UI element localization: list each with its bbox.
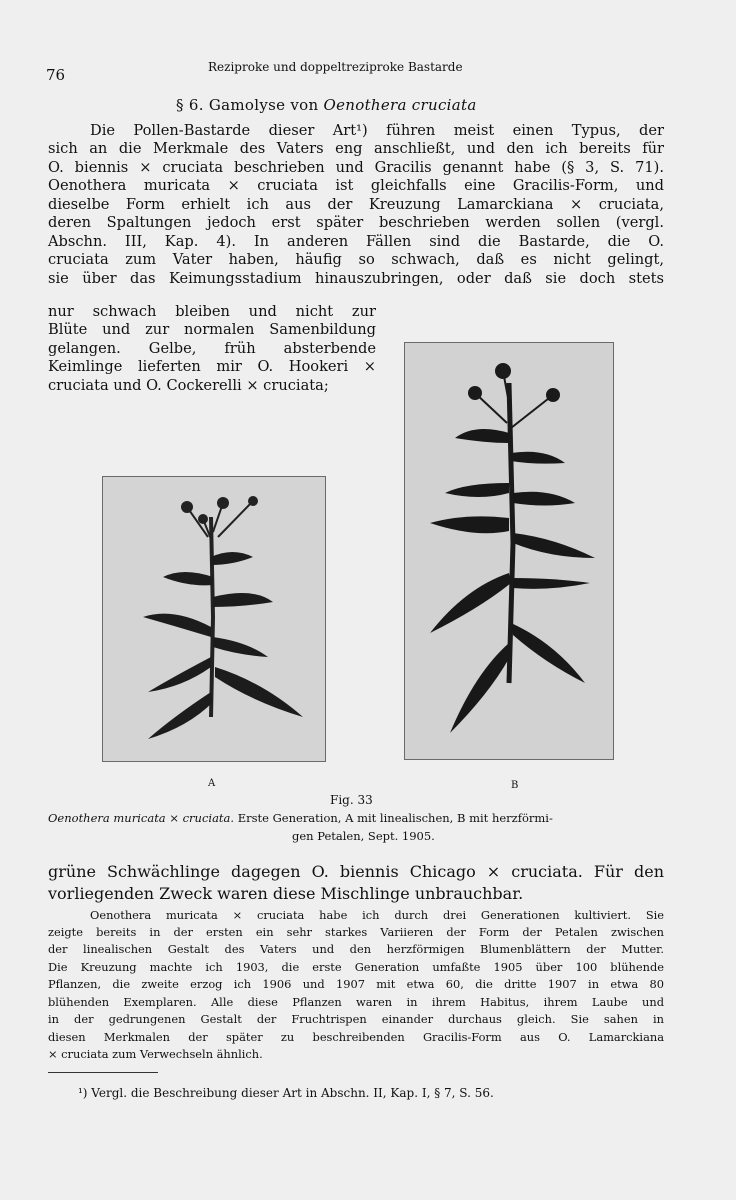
paragraph-line: dieselbe Form erhielt ich aus der Kreuzung Lamarckiana × cruciata, — [48, 196, 664, 213]
small-paragraph-line: Pflanzen, die zweite erzog ich 1906 und 1907 mit etwa 60, die dritte 1907 in etwa 80 — [48, 977, 664, 991]
paragraph-line: Blüte und zur normalen Samenbildung — [48, 321, 376, 338]
plant-b-illustration — [405, 343, 613, 759]
paragraph-line: deren Spaltungen jedoch erst später beschrieben werden sollen (vergl. — [48, 214, 664, 231]
section-title: Gamolyse von — [208, 96, 319, 114]
running-head: Reziproke und doppeltreziproke Bastarde — [208, 60, 463, 74]
paragraph-line: grüne Schwächlinge dagegen O. biennis Chicago × cruciata. Für den — [48, 862, 664, 881]
small-paragraph-line: in der gedrungenen Gestalt der Fruchtrispen einander durchaus gleich. Sie sahen in — [48, 1012, 664, 1026]
paragraph-line: nur schwach bleiben und nicht zur — [48, 303, 376, 320]
paragraph-line: Oenothera muricata × cruciata ist gleichfalls eine Gracilis-Form, und — [48, 177, 664, 194]
figure-caption-line-2: gen Petalen, Sept. 1905. — [292, 829, 435, 843]
footnote: ¹) Vergl. die Beschreibung dieser Art in Abschn. II, Kap. I, § 7, S. 56. — [78, 1086, 494, 1100]
small-paragraph-line: × cruciata zum Verwechseln ähnlich. — [48, 1047, 263, 1061]
section-title-species: Oenothera cruciata — [323, 96, 477, 114]
plant-a-illustration — [103, 477, 325, 761]
paragraph-line: cruciata zum Vater haben, häufig so schwach, daß es nicht gelingt, — [48, 251, 664, 268]
figure-caption-text: Erste Generation, A mit linealischen, B mit herzförmi- — [237, 811, 553, 825]
paragraph-line: Die Pollen-Bastarde dieser Art¹) führen meist einen Typus, der — [90, 122, 664, 139]
figure-caption-species: Oenothera muricata × cruciata. — [48, 811, 235, 825]
small-paragraph-line: diesen Merkmalen der später zu beschreibenden Gracilis-Form aus O. Lamarckiana — [48, 1030, 664, 1044]
small-paragraph-line: zeigte bereits in der ersten ein sehr starkes Variieren der Form der Petalen zwischen — [48, 925, 664, 939]
paragraph-line: sie über das Keimungsstadium hinauszubringen, oder daß sie doch stets — [48, 270, 664, 287]
figure-photo-a — [102, 476, 326, 762]
small-paragraph-line: blühenden Exemplaren. Alle diese Pflanzen waren in ihrem Habitus, ihrem Laube und — [48, 995, 664, 1009]
figure-label-a: A — [208, 778, 216, 789]
paragraph-line: O. biennis × cruciata beschrieben und Gracilis genannt habe (§ 3, S. 71). — [48, 159, 664, 176]
section-heading — [176, 96, 477, 114]
paragraph-line: Abschn. III, Kap. 4). In anderen Fällen sind die Bastarde, die O. — [48, 233, 664, 250]
figure-caption-line-1 — [48, 810, 664, 826]
paragraph-line: cruciata und O. Cockerelli × cruciata; — [48, 377, 329, 394]
figure-label-b: B — [511, 780, 519, 791]
small-paragraph-line: der linealischen Gestalt des Vaters und den herzförmigen Blumenblättern der Mutter. — [48, 942, 664, 956]
small-paragraph-line: Oenothera muricata × cruciata habe ich durch drei Generationen kultiviert. Sie — [90, 908, 664, 922]
figure-photo-b — [404, 342, 614, 760]
paragraph-line: Keimlinge lieferten mir O. Hookeri × — [48, 358, 376, 375]
page-number: 76 — [46, 66, 66, 84]
paragraph-line: sich an die Merkmale des Vaters eng anschließt, und den ich bereits für — [48, 140, 664, 157]
small-paragraph-line: Die Kreuzung machte ich 1903, die erste Generation umfaßte 1905 über 100 blühende — [48, 960, 664, 974]
paragraph-line: vorliegenden Zweck waren diese Mischlinge unbrauchbar. — [48, 884, 524, 903]
paragraph-line: gelangen. Gelbe, früh absterbende — [48, 340, 376, 357]
section-number: § 6. — [176, 96, 204, 114]
footnote-divider — [48, 1072, 158, 1073]
figure-number: Fig. 33 — [330, 793, 373, 807]
